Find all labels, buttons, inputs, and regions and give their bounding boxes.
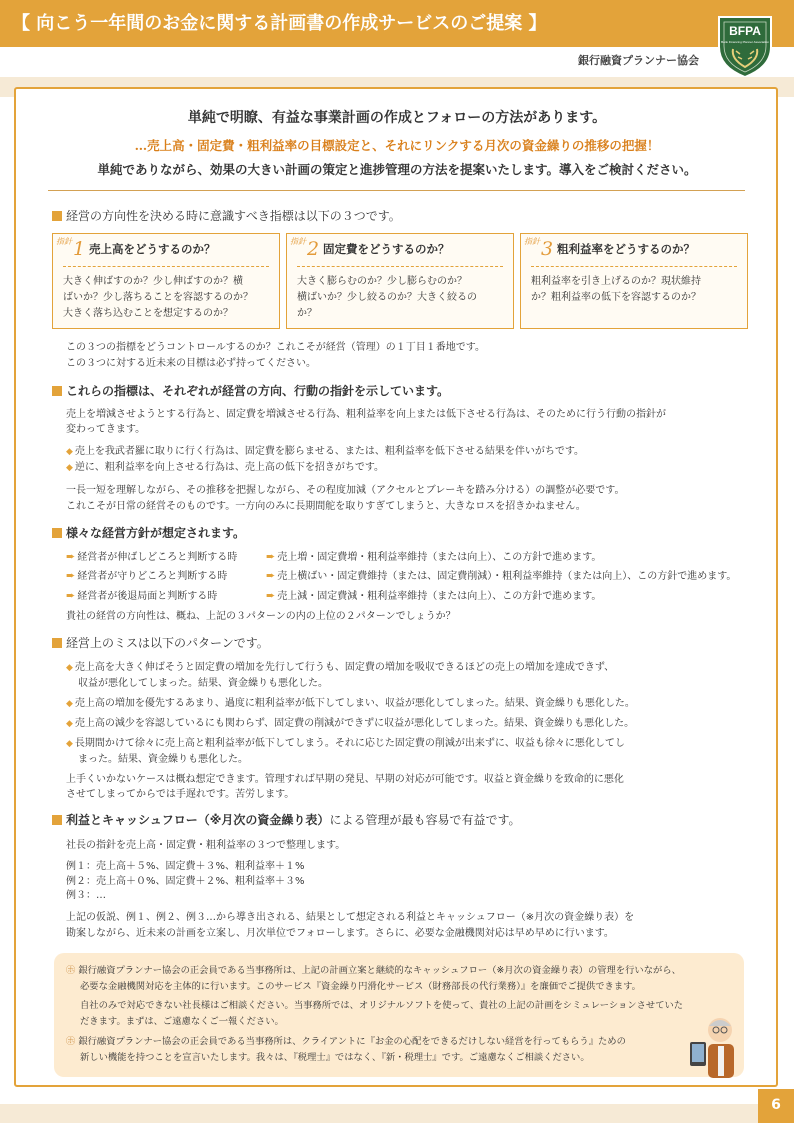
note-mark-icon: ㋭	[66, 1036, 76, 1047]
example-line: 例１：売上高＋５%、固定費＋３%、粗利益率＋１%	[66, 861, 305, 872]
example-line: 例３：…	[66, 890, 106, 901]
note-line: 新しい機能を持つことを宣言いたします。我々は、『税理士』ではなく、『新・税理士』です。ご遠慮なくご相談ください。	[80, 1052, 590, 1063]
note-line: ㋭ 銀行融資プランナー協会の正会員である当事務所は、クライアントに『お金の心配をできるだけしない経営を行ってもらう』ための	[66, 1036, 626, 1047]
paragraph: 上記の仮説、例１、例２、例３…から導き出される、結果として想定される利益とキャッシュフロー（※月次の資金繰り表）を	[66, 912, 635, 923]
indicator-card-sales	[52, 233, 280, 329]
policy-result: ➨ 売上減・固定費減・粗利益率維持（または向上）、この方針で進めます。	[266, 589, 602, 602]
note-line: 必要な金融機関対応を主体的に行います。このサービス『資金繰り円滑化サービス（財務部長の代行業務）』を廉価でご提供できます。	[80, 981, 641, 992]
page-number: 6	[771, 1097, 781, 1113]
arrow-right-icon: ➨	[66, 569, 76, 582]
card-number: 3	[541, 238, 554, 260]
list-item: ◆ 長期間かけて徐々に売上高と粗利益率が低下してしまう。それに応じた固定費の削減が出来ずに、収益も徐々に悪化してし	[66, 738, 625, 749]
paragraph: この３つに対する近未来の目標は必ず持ってください。	[66, 358, 316, 369]
list-item-continued: 収益が悪化してしまった。結果、資金繰りも悪化した。	[78, 678, 328, 689]
list-item: ◆ 売上を我武者羅に取りに行く行為は、固定費を膨らませる、または、粗利益率を低下させる結果を伴いがちです。	[66, 446, 585, 457]
diamond-bullet-icon: ◆	[66, 447, 73, 457]
card-tag: 指針	[524, 237, 540, 246]
policy-row-retreat: ➨ 経営者が後退局面と判断する時	[66, 589, 218, 602]
arrow-right-icon: ➨	[66, 589, 76, 602]
list-item: ◆ 逆に、粗利益率を向上させる行為は、売上高の低下を招きがちです。	[66, 462, 385, 473]
policy-result: ➨ 売上増・固定費増・粗利益率維持（または向上）、この方針で進めます。	[266, 550, 602, 563]
paragraph: 貴社の経営の方向性は、概ね、上記の３パターンの内の上位の２パターンでしょうか？	[66, 611, 456, 622]
card-body: 大きく膨らむのか？少し膨らむのか？ 横ばいか？少し絞るのか？大きく絞るの か？	[297, 276, 477, 319]
page-number-tab	[758, 1089, 794, 1123]
square-bullet-icon	[52, 815, 62, 825]
note-line: だきます。まずは、ご遠慮なくご一報ください。	[80, 1016, 284, 1027]
note-line: 自社のみで対応できない社長様はご相談ください。当事務所では、オリジナルソフトを使って、貴社の上記の計画をシミュレーションさせていた	[80, 1000, 684, 1011]
card-number: 2	[307, 238, 320, 260]
paragraph: 売上を増減させようとする行為と、固定費を増減させる行為、粗利益率を向上または低下させる行為は、そのために行う行動の指針が	[66, 409, 666, 420]
intro-headline: 単純で明瞭、有益な事業計画の作成とフォローの方法があります。	[187, 110, 607, 126]
arrow-right-icon: ➨	[266, 550, 276, 563]
card-title: 固定費をどうするのか？	[323, 242, 450, 256]
paragraph: 勘案しながら、近未来の計画を立案し、月次単位でフォローします。さらに、必要な金融機関対応は早め早めに行います。	[66, 928, 614, 939]
diamond-bullet-icon: ◆	[66, 719, 73, 729]
paragraph: 変わってきます。	[66, 424, 146, 435]
org-name: 銀行融資プランナー協会	[578, 54, 699, 67]
policy-result: ➨ 売上横ばい・固定費維持（または、固定費削減）・粗利益率維持（または向上）、この方針で進めます。	[266, 569, 737, 582]
paragraph: この３つの指標をどうコントロールするのか？これこそが経営（管理）の１丁目１番地です。	[66, 342, 485, 353]
note-line: ㋭ 銀行融資プランナー協会の正会員である当事務所は、上記の計画立案と継続的なキャッシュフロー（※月次の資金繰り表）の管理を行いながら、	[66, 965, 681, 976]
bfpa-shield-logo-icon	[716, 13, 774, 79]
paragraph: 社長の指針を売上高・固定費・粗利益率の３つで整理します。	[66, 840, 346, 851]
card-divider	[297, 266, 503, 267]
diamond-bullet-icon: ◆	[66, 739, 73, 749]
policy-row-growth: ➨ 経営者が伸ばしどころと判断する時	[66, 550, 238, 563]
diamond-bullet-icon: ◆	[66, 463, 73, 473]
section-heading: これらの指標は、それぞれが経営の方向、行動の指針を示しています。	[52, 382, 449, 399]
list-item: ◆ 売上高の減少を容認しているにも関わらず、固定費の削減ができずに収益が悪化してしまった。結果、資金繰りも悪化した。	[66, 718, 635, 729]
card-title: 売上高をどうするのか？	[89, 242, 216, 256]
square-bullet-icon	[52, 386, 62, 396]
section-heading: 様々な経営方針が想定されます。	[52, 524, 245, 541]
card-divider	[63, 266, 269, 267]
paragraph: 上手くいかないケースは概ね想定できます。管理すれば早期の発見、早期の対応が可能です。収益と資金繰りを致命的に悪化	[66, 774, 624, 785]
advisor-illustration-icon	[686, 1012, 742, 1078]
square-bullet-icon	[52, 528, 62, 538]
logo-subtext: Bank Financing Planner Association	[721, 40, 769, 44]
list-item: ◆ 売上高を大きく伸ばそうと固定費の増加を先行して行うも、固定費の増加を吸収できるほどの売上の増加を達成できず、	[66, 662, 615, 673]
header-bar	[0, 0, 794, 47]
section-heading: 経営上のミスは以下のパターンです。	[52, 634, 269, 651]
page-title: 【 向こう一年間のお金に関する計画書の作成サービスのご提案 】	[12, 13, 547, 34]
policy-row-defense: ➨ 経営者が守りどころと判断する時	[66, 569, 228, 582]
logo-text: BFPA	[729, 24, 761, 38]
intro-subheadline: …売上高・固定費・粗利益率の目標設定と、それにリンクする月次の資金繰りの推移の把握！	[134, 138, 660, 153]
note-mark-icon: ㋭	[66, 965, 76, 976]
arrow-right-icon: ➨	[66, 550, 76, 563]
list-item: ◆ 売上高の増加を優先するあまり、過度に粗利益率が低下してしまい、収益が悪化してしまった。結果、資金繰りも悪化した。	[66, 698, 635, 709]
list-item-continued: まった。結果、資金繰りも悪化した。	[78, 754, 248, 765]
section-heading: 利益とキャッシュフロー（※月次の資金繰り表）による管理が最も容易で有益です。	[52, 811, 520, 828]
square-bullet-icon	[52, 638, 62, 648]
paragraph: これこそが日常の経営そのものです。一方向のみに長期間舵を取りすぎてしまうと、大きなロスを招きかねません。	[66, 501, 586, 512]
card-body: 大きく伸ばすのか？少し伸ばすのか？横 ばいか？少し落ちることを容認するのか？ 大きく落ち込むことを想定するのか？	[63, 276, 253, 319]
indicator-card-fixed-cost	[286, 233, 514, 329]
section-heading: 経営の方向性を決める時に意識すべき指標は以下の３つです。	[52, 207, 401, 224]
square-bullet-icon	[52, 211, 62, 221]
intro-divider	[48, 190, 745, 191]
arrow-right-icon: ➨	[266, 589, 276, 602]
intro-proposal: 単純でありながら、効果の大きい計画の策定と進捗管理の方法を提案いたします。導入をご検討ください。	[97, 162, 697, 177]
indicator-card-gross-margin	[520, 233, 748, 329]
card-body: 粗利益率を引き上げるのか？現状維持 か？粗利益率の低下を容認するのか？	[531, 276, 701, 303]
card-number: 1	[73, 238, 86, 260]
paragraph: 一長一短を理解しながら、その推移を把握しながら、その程度加減（アクセルとブレーキを踏み分ける）の調整が必要です。	[66, 485, 625, 496]
card-divider	[531, 266, 737, 267]
paragraph: させてしまってからでは手遅れです。苦労します。	[66, 789, 295, 800]
card-title: 粗利益率をどうするのか？	[557, 242, 695, 256]
card-tag: 指針	[290, 237, 306, 246]
example-line: 例２：売上高＋０%、固定費＋２%、粗利益率＋３%	[66, 876, 305, 887]
diamond-bullet-icon: ◆	[66, 699, 73, 709]
card-tag: 指針	[56, 237, 72, 246]
diamond-bullet-icon: ◆	[66, 663, 73, 673]
footer-band	[0, 1104, 794, 1123]
arrow-right-icon: ➨	[266, 569, 276, 582]
